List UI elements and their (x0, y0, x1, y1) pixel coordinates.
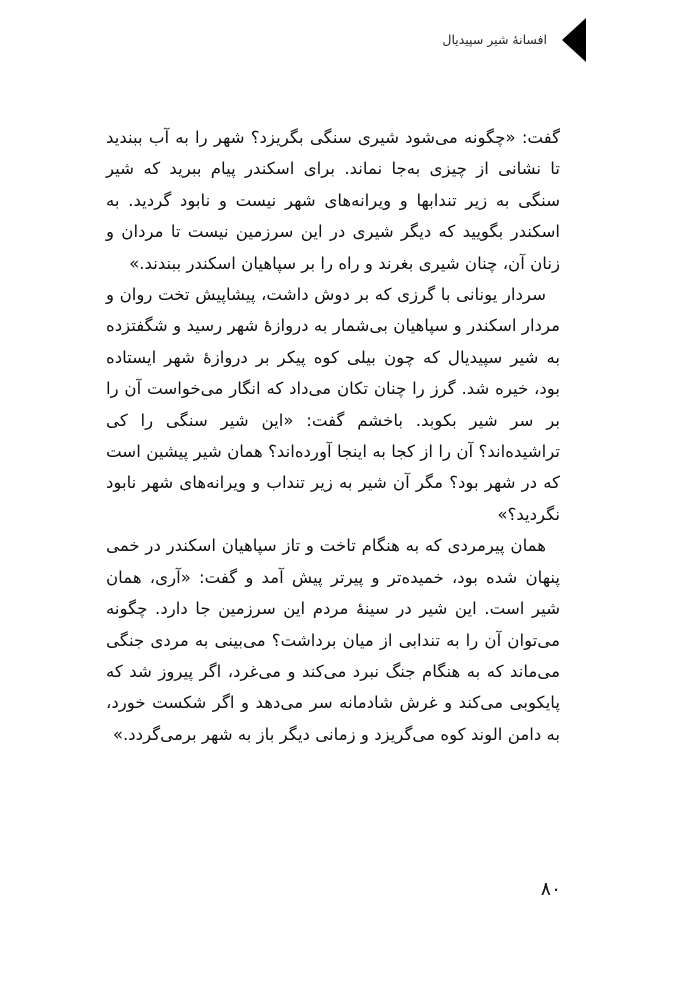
running-header (0, 18, 679, 68)
running-header-title: افسانهٔ شیر سپیدیال (442, 32, 547, 47)
paragraph-2: سردار یونانی با گرزی که بر دوش داشت، پیشاپیش تخت روان و مردار اسکندر و سپاهیان بی‌شمار به دروازهٔ شهر رسید و شگفتزده به شیر سپیدیال که چون بیلی کوه پیکر بر دروازهٔ شهر ایستاده بود، خیره شد. گرز را چنان تکان می‌داد که انگار می‌خواست آن را بر سر شیر بکوبد. باخشم گفت: «این شیر سنگی را کی تراشیده‌اند؟ آن را از کجا به اینجا آورده‌اند؟ همان شیر پیشین است که در شهر بود؟ مگر آن شیر به زیر تنداب و ویرانه‌های شهر نابود نگردید؟» (106, 285, 560, 524)
chapter-text (106, 122, 560, 750)
triangle-marker-icon (562, 18, 586, 62)
page-number: ۸۰ (540, 878, 562, 900)
paragraph-3: همان پیرمردی که به هنگام تاخت و تاز سپاهیان اسکندر در خمی پنهان شده بود، خمیده‌تر و پیرتر پیش آمد و گفت: «آری، همان شیر است. این شیر در سینهٔ مردم این سرزمین جا دارد. چگونه می‌توان آن را به تندابی از میان برداشت؟ می‌بینی به مردی جنگی می‌ماند که به هنگام جنگ نبرد می‌کند و می‌غرد، اگر پیروز شد که پایکوبی می‌کند و غرش شادمانه سر می‌دهد و اگر شکست خورد، به دامن الوند کوه می‌گریزد و زمانی دیگر باز به شهر برمی‌گردد.» (106, 536, 560, 744)
paragraph-1: گفت: «چگونه می‌شود شیری سنگی بگریزد؟ شهر را به آب ببندید تا نشانی از چیزی به‌جا نماند. برای اسکندر پیام ببرید که شیر سنگی به زیر تندابها و ویرانه‌های شهر نیست و نابود گردید. به اسکندر بگویید که دیگر شیری در این سرزمین نیست تا مردان و زنان آن، چنان شیری بغرند و راه را بر سپاهیان اسکندر ببندند.» (106, 128, 560, 273)
